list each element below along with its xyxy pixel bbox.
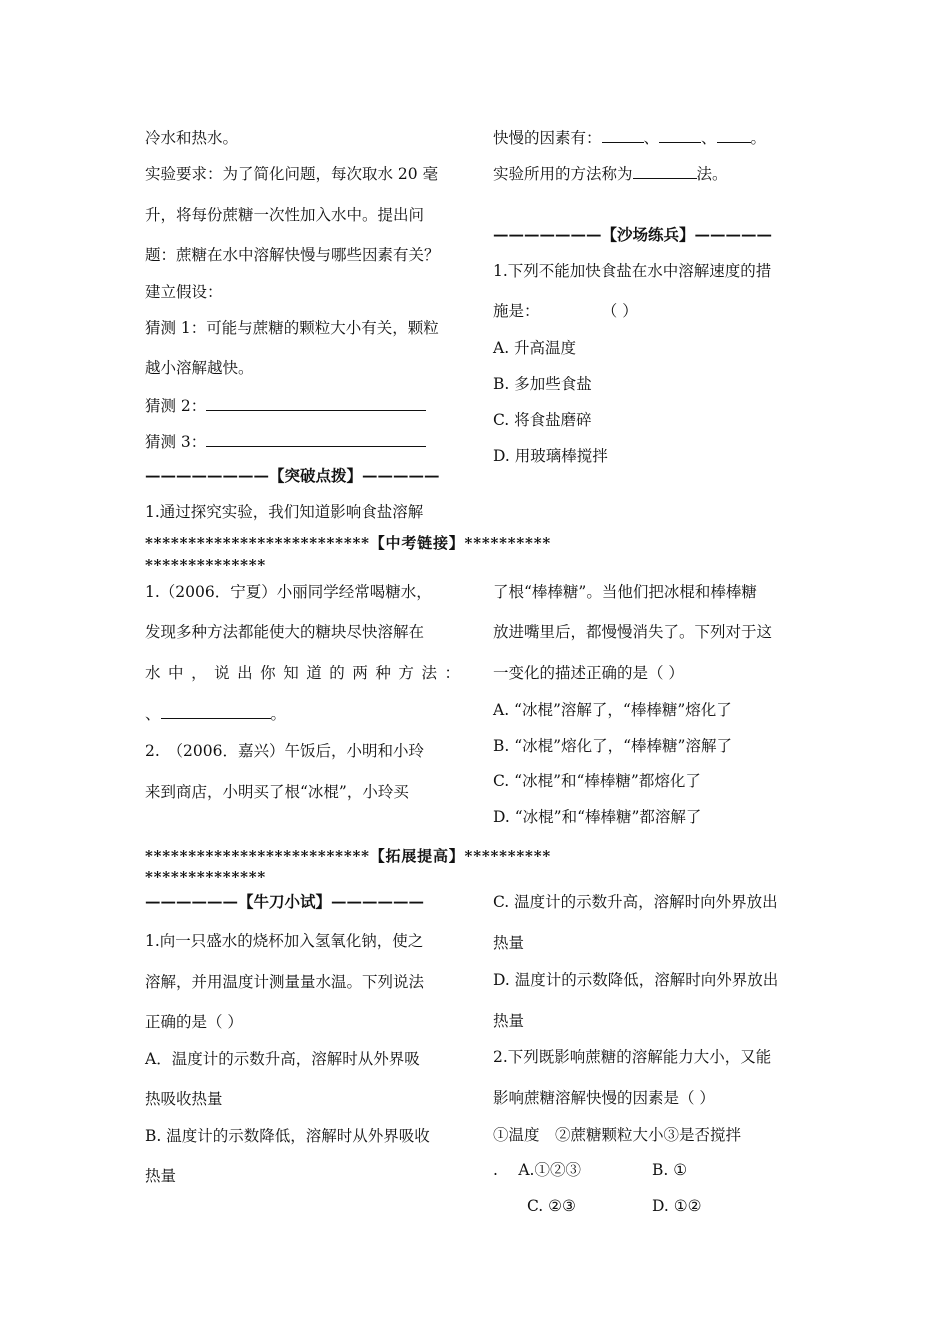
methods-blank[interactable] — [161, 704, 271, 719]
guess-3-blank[interactable] — [206, 432, 426, 447]
option-b: B. 多加些食盐 — [493, 375, 592, 393]
guess-3-line — [145, 432, 426, 452]
choice-b: B. ① — [652, 1161, 688, 1179]
separator: 、 — [643, 129, 660, 147]
option-a-cont: 热吸收热量 — [145, 1090, 223, 1108]
option-d: D. “冰棍”和“棒棒糖”都溶解了 — [493, 808, 702, 826]
option-c: C. “冰棍”和“棒棒糖”都熔化了 — [493, 772, 701, 790]
star-divider: ************** — [145, 868, 267, 886]
text-line: 题：蔗糖在水中溶解快慢与哪些因素有关？ — [145, 246, 440, 264]
factors-line — [493, 128, 766, 148]
method-line — [493, 164, 728, 184]
question-text: 1.下列不能加快食盐在水中溶解速度的措 — [493, 262, 772, 280]
guess-3-label: 猜测 3： — [145, 433, 207, 451]
section-header-practice: ———————【沙场练兵】————— — [493, 225, 773, 244]
guess-2-blank[interactable] — [206, 396, 426, 411]
separator: 、 — [145, 705, 161, 723]
option-c: C. 将食盐磨碎 — [493, 411, 592, 429]
answer-parens[interactable]: （ ） — [609, 302, 638, 320]
question-text-cont: 施是： — [493, 302, 540, 320]
option-d: D. 用玻璃棒搅拌 — [493, 447, 608, 465]
question-text: 1.向一只盛水的烧杯加入氢氧化钠，使之 — [145, 932, 424, 950]
factor-blank-1[interactable] — [602, 128, 644, 143]
option-d-cont: 热量 — [493, 1012, 525, 1030]
text-line: 1.通过探究实验，我们知道影响食盐溶解 — [145, 503, 424, 521]
option-a: A．温度计的示数升高，溶解时从外界吸 — [145, 1050, 420, 1068]
period: 。 — [750, 129, 767, 147]
section-header-extension: **************************【拓展提高】********** — [145, 847, 551, 865]
guess-2-line — [145, 396, 426, 416]
text-line — [145, 663, 460, 683]
text-line: 升，将每份蔗糖一次性加入水中。提出问 — [145, 206, 425, 224]
option-b-cont: 热量 — [145, 1167, 177, 1185]
text-line: 猜测 1：可能与蔗糖的颗粒大小有关，颗粒 — [145, 319, 439, 337]
option-d: D. 温度计的示数降低，溶解时向外界放出 — [493, 971, 779, 989]
factor-blank-3[interactable] — [717, 128, 751, 143]
question-text: 2.下列既影响蔗糖的溶解能力大小，又能 — [493, 1048, 772, 1066]
factor-blank-2[interactable] — [659, 128, 701, 143]
text-line: 越小溶解越快。 — [145, 359, 254, 377]
separator: 、 — [701, 129, 717, 147]
text-line: 放进嘴里后，都慢慢消失了。下列对于这 — [493, 623, 773, 641]
choice-a: . A.①②③ — [493, 1161, 581, 1179]
section-header-exam-link: **************************【中考链接】********** — [145, 534, 551, 552]
choice-d: D. ①② — [652, 1197, 702, 1215]
method-label: 实验所用的方法称为 — [493, 165, 633, 183]
text-line: 建立假设： — [145, 283, 223, 301]
text-line: 来到商店，小明买了根“冰棍”，小玲买 — [145, 783, 409, 801]
option-a: A. “冰棍”溶解了，“棒棒糖”熔化了 — [493, 701, 732, 719]
section-header-breakthrough: ————————【突破点拨】————— — [145, 466, 440, 485]
question-text: 影响蔗糖溶解快慢的因素是（ ） — [493, 1089, 715, 1107]
guess-2-label: 猜测 2： — [145, 397, 207, 415]
option-c-cont: 热量 — [493, 934, 525, 952]
question-text: 正确的是（ ） — [145, 1013, 243, 1031]
star-divider: ************** — [145, 556, 267, 574]
question-text — [493, 301, 638, 321]
option-b: B. 温度计的示数降低，溶解时从外界吸收 — [145, 1127, 430, 1145]
method-suffix: 法。 — [696, 165, 728, 183]
choice-c: C. ②③ — [527, 1197, 576, 1215]
methods-answer-line — [145, 704, 286, 724]
text-line: 冷水和热水。 — [145, 129, 239, 147]
text-line: 1.（2006．宁夏）小丽同学经常喝糖水， — [145, 583, 432, 601]
text-line: 发现多种方法都能使大的糖块尽快溶解在 — [145, 623, 425, 641]
text-line-justified: 水中，说出你知道的两种方法： — [145, 664, 460, 682]
text-line: 2. （2006．嘉兴）午饭后，小明和小玲 — [145, 742, 424, 760]
section-header-trial: ——————【牛刀小试】—————— — [145, 892, 425, 911]
method-blank[interactable] — [633, 164, 697, 179]
option-b: B. “冰棍”熔化了，“棒棒糖”溶解了 — [493, 737, 732, 755]
question-text: 溶解，并用温度计测量量水温。下列说法 — [145, 973, 425, 991]
period: 。 — [270, 705, 287, 723]
option-c: C. 温度计的示数升高，溶解时向外界放出 — [493, 893, 778, 911]
text-line: 了根“棒棒糖”。当他们把冰棍和棒棒糖 — [493, 583, 757, 601]
question-text: ①温度 ②蔗糖颗粒大小③是否搅拌 — [493, 1126, 742, 1144]
option-a: A. 升高温度 — [493, 339, 577, 357]
factors-label: 快慢的因素有： — [493, 129, 602, 147]
text-line: 一变化的描述正确的是（ ） — [493, 664, 684, 682]
text-line: 实验要求：为了简化问题，每次取水 20 毫 — [145, 165, 439, 183]
